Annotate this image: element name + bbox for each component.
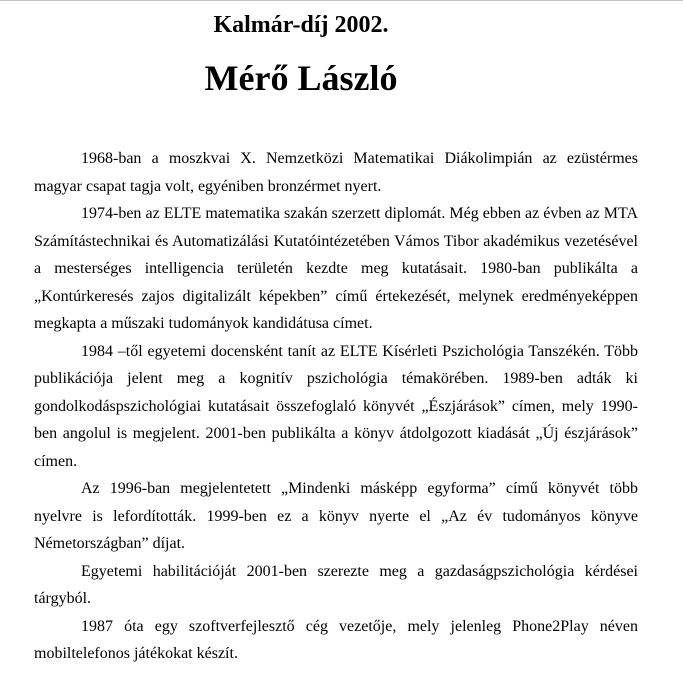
paragraph-book-translation: Az 1996-ban megjelentetett „Mindenki másképp egyforma” című könyvét több nyelvre is lefordították. 1999-ben ez a könyv nyerte el „Az év tudományos könyve Németországban” díjat. (34, 480, 638, 552)
paragraph-habilitation: Egyetemi habilitációját 2001-ben szerezte meg a gazdaságpszichológia kérdései tárgyból. (34, 562, 638, 607)
page-top-border (0, 0, 683, 1)
person-name: Mérő László (204, 58, 398, 98)
award-title: Kalmár-díj 2002. (213, 12, 389, 38)
biography-text (34, 145, 638, 668)
paragraph-teaching-publications: 1984 –től egyetemi docensként tanít az ELTE Kísérleti Pszichológia Tanszékén. Több publikációja jelent meg a kognitív pszichológia témakörében. 1989-ben adták ki gondolkodáspszichológiai kutatásait összefoglaló könyvét „Észjárások” címen, mely 1990-ben angolul is megjelent. 2001-ben publikálta a könyv átdolgozott kiadását „Új észjárások” címen. (34, 342, 638, 470)
paragraph-diploma-research: 1974-ben az ELTE matematika szakán szerzett diplomát. Még ebben az évben az MTA Számítástechnikai és Automatizálási Kutatóintézetében Vámos Tibor akadémikus vezetésével a mesterséges intelligencia területén kezdte meg kutatásait. 1980-ban publikálta a „Kontúrkeresés zajos digitalizált képekben” című értekezését, melynek eredményeképpen megkapta a műszaki tudományok kandidátusa címet. (34, 205, 638, 332)
paragraph-company: 1987 óta egy szoftverfejlesztő cég vezetője, mely jelenleg Phone2Play néven mobiltelefonos játékokat készít. (34, 617, 638, 662)
paragraph-olympiad: 1968-ban a moszkvai X. Nemzetközi Matematikai Diákolimpián az ezüstérmes magyar csapat tagja volt, egyéniben bronzérmet nyert. (34, 150, 638, 195)
